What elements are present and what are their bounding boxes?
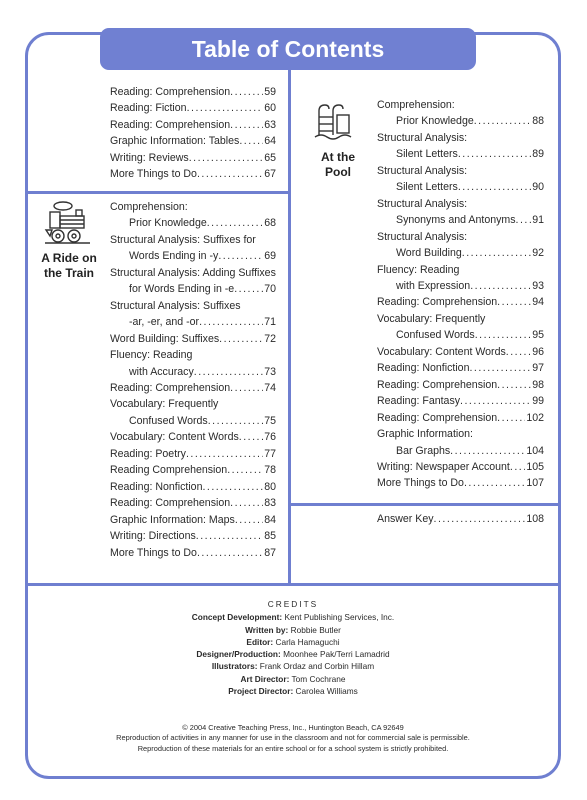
- toc-leader-dots: [234, 281, 263, 297]
- toc-entry: [110, 232, 276, 265]
- toc-entry-line: [110, 199, 276, 215]
- credit-name: Robbie Butler: [290, 624, 341, 635]
- toc-entry-title: Words Ending in -y: [129, 250, 219, 263]
- toc-entry-title: Reading: Fantasy: [377, 395, 461, 408]
- toc-page-number: 105: [526, 460, 544, 473]
- toc-page-number: 69: [264, 250, 276, 263]
- toc-entry-line: [377, 360, 544, 376]
- toc-entry-line: [377, 426, 544, 442]
- toc-entry-line: [110, 364, 276, 380]
- toc-page-number: 64: [264, 135, 276, 148]
- credit-name: Moonhee Pak/Terri Lamadrid: [283, 649, 390, 660]
- toc-page-number: 98: [532, 378, 544, 391]
- toc-page-number: 65: [264, 151, 276, 164]
- toc-page-number: 94: [532, 296, 544, 309]
- toc-entry: [110, 462, 276, 478]
- toc-entry-line: [110, 380, 276, 396]
- toc-leader-dots: [475, 327, 531, 343]
- toc-entry-title: with Accuracy: [129, 365, 194, 378]
- toc-entry-line: [110, 347, 276, 363]
- toc-entry: [110, 265, 276, 298]
- toc-entry-line: [110, 396, 276, 412]
- toc-entry-line: [110, 248, 276, 264]
- toc-entry: [110, 495, 276, 511]
- toc-entry-line: [377, 410, 544, 426]
- toc-entry-line: [377, 146, 544, 162]
- credit-line: [30, 611, 556, 623]
- toc-entry: [377, 360, 544, 376]
- toc-entry: [377, 511, 544, 527]
- toc-page-number: 99: [532, 395, 544, 408]
- toc-page-number: 67: [264, 168, 276, 181]
- toc-leader-dots: [497, 377, 531, 393]
- toc-page-number: 96: [532, 345, 544, 358]
- toc-leader-dots: [458, 179, 531, 195]
- credit-role: Concept Development:: [191, 612, 283, 623]
- toc-entry-line: [377, 294, 544, 310]
- toc-entry: [110, 166, 276, 182]
- toc-leader-dots: [187, 100, 264, 116]
- toc-entry: [377, 130, 544, 163]
- toc-leader-dots: [194, 364, 263, 380]
- toc-leader-dots: [208, 413, 263, 429]
- toc-entry: [110, 429, 276, 445]
- toc-leader-dots: [202, 479, 263, 495]
- toc-page-number: 85: [264, 530, 276, 543]
- toc-entry: [110, 84, 276, 100]
- toc-entry-title: Bar Graphs: [396, 444, 451, 457]
- toc-entry: [377, 196, 544, 229]
- toc-entry-line: [110, 314, 276, 330]
- toc-entry-line: [377, 97, 544, 113]
- section-label-line: At the: [321, 150, 355, 164]
- toc-entry-title: Structural Analysis: Adding Suffixes: [110, 266, 276, 279]
- toc-entry-line: [377, 179, 544, 195]
- toc-leader-dots: [197, 166, 263, 182]
- toc-page-number: 70: [264, 283, 276, 296]
- toc-entry-line: [377, 262, 544, 278]
- credits-heading: CREDITS: [267, 599, 319, 609]
- credit-line: [30, 685, 556, 697]
- toc-leader-dots: [516, 212, 532, 228]
- credit-role: Illustrators:: [211, 661, 258, 672]
- toc-entry-title: Reading: Nonfiction: [110, 480, 203, 493]
- toc-entry-line: [110, 512, 276, 528]
- toc-leader-dots: [450, 443, 525, 459]
- toc-entry-title: Confused Words: [396, 329, 475, 342]
- copyright-line: © 2004 Creative Teaching Press, Inc., Huntington Beach, CA 92649: [182, 723, 404, 732]
- credit-line: [30, 660, 556, 672]
- toc-entry-title: Reading: Comprehension: [110, 118, 231, 131]
- toc-entry-title: Reading Comprehension: [110, 464, 228, 477]
- toc-leader-dots: [230, 84, 263, 100]
- toc-entry-line: [377, 163, 544, 179]
- toc-entry-line: [110, 446, 276, 462]
- toc-entry-title: More Things to Do: [110, 546, 197, 559]
- toc-entry: [110, 446, 276, 462]
- toc-entry-line: [377, 475, 544, 491]
- toc-entry-title: Reading: Comprehension: [110, 86, 231, 98]
- toc-section-answer-key: [377, 511, 544, 527]
- toc-entry-title: Graphic Information: Tables: [110, 135, 240, 148]
- toc-entry-line: [377, 443, 544, 459]
- section-label-line: Pool: [325, 165, 351, 179]
- toc-entry: [110, 150, 276, 166]
- toc-entry: [377, 262, 544, 295]
- toc-leader-dots: [230, 380, 263, 396]
- toc-entry-line: [377, 511, 544, 527]
- toc-page-number: 107: [526, 477, 544, 490]
- toc-entry-title: Prior Knowledge: [396, 115, 474, 128]
- toc-entry-title: Vocabulary: Frequently: [377, 312, 486, 325]
- toc-entry-line: [110, 265, 276, 281]
- copyright-line: Reproduction of activities in any manner for use in the classroom and not for commercial sale is permissible.: [116, 733, 470, 743]
- toc-leader-dots: [196, 528, 263, 544]
- toc-entry-line: [377, 344, 544, 360]
- toc-entry: [377, 426, 544, 459]
- toc-page-number: 83: [264, 497, 276, 510]
- credit-name: Kent Publishing Services, Inc.: [284, 612, 395, 623]
- toc-entry-title: Reading: Comprehension: [110, 381, 231, 394]
- toc-page-number: 89: [532, 148, 544, 161]
- toc-leader-dots: [218, 248, 263, 264]
- credit-name: Frank Ordaz and Corbin Hillam: [259, 661, 375, 672]
- toc-entry-title: Comprehension:: [377, 99, 455, 111]
- toc-leader-dots: [470, 278, 531, 294]
- toc-leader-dots: [239, 133, 263, 149]
- toc-entry: [110, 347, 276, 380]
- toc-entry-title: Structural Analysis:: [377, 131, 468, 144]
- toc-entry: [110, 396, 276, 429]
- toc-entry-title: Graphic Information: Maps: [110, 513, 235, 526]
- toc-entry-line: [110, 215, 276, 231]
- toc-entry-line: [110, 298, 276, 314]
- credits-block: [30, 598, 556, 697]
- toc-leader-dots: [462, 245, 531, 261]
- toc-leader-dots: [230, 117, 263, 133]
- toc-entry-line: [377, 377, 544, 393]
- toc-entry: [377, 475, 544, 491]
- toc-entry-line: [377, 459, 544, 475]
- toc-entry-title: Comprehension:: [110, 201, 188, 213]
- toc-section-pool: [377, 97, 544, 492]
- toc-page-number: 90: [532, 181, 544, 194]
- toc-page-number: 76: [264, 431, 276, 444]
- toc-leader-dots: [458, 146, 531, 162]
- toc-entry-title: Fluency: Reading: [110, 349, 193, 362]
- toc-entry-title: -ar, -er, and -or: [129, 316, 200, 329]
- credit-role: Project Director:: [228, 686, 294, 697]
- credit-role: Written by:: [245, 624, 289, 635]
- toc-leader-dots: [506, 344, 531, 360]
- toc-entry-line: [110, 281, 276, 297]
- toc-entry-title: More Things to Do: [110, 168, 197, 181]
- toc-entry-title: Graphic Information:: [377, 428, 473, 441]
- toc-entry-title: Writing: Newspaper Account: [377, 460, 510, 473]
- toc-entry-title: Silent Letters: [396, 181, 458, 194]
- toc-entry-title: Reading: Poetry: [110, 447, 186, 460]
- toc-entry-line: [110, 413, 276, 429]
- toc-entry: [110, 528, 276, 544]
- section-label-line: the Train: [43, 266, 94, 280]
- toc-entry: [377, 410, 544, 426]
- toc-entry-line: [110, 545, 276, 561]
- toc-entry-title: Structural Analysis:: [377, 164, 468, 177]
- toc-entry: [377, 459, 544, 475]
- toc-entry-title: Fluency: Reading: [377, 263, 460, 276]
- toc-entry-title: Reading: Comprehension: [377, 296, 498, 309]
- toc-leader-dots: [469, 360, 531, 376]
- toc-entry-line: [110, 429, 276, 445]
- toc-entry: [110, 512, 276, 528]
- toc-page-number: 104: [526, 444, 544, 457]
- toc-entry: [110, 100, 276, 116]
- toc-entry-title: Writing: Directions: [110, 530, 196, 543]
- toc-entry: [377, 97, 544, 130]
- toc-entry-title: with Expression: [396, 279, 471, 292]
- toc-entry-title: Reading: Comprehension: [377, 378, 498, 391]
- toc-leader-dots: [197, 545, 263, 561]
- toc-entry-line: [110, 166, 276, 182]
- credit-name: Carla Hamaguchi: [275, 636, 340, 647]
- toc-leader-dots: [235, 512, 263, 528]
- train-icon: [44, 200, 92, 246]
- toc-page-number: 84: [264, 513, 276, 526]
- toc-entry-title: More Things to Do: [377, 477, 464, 490]
- credit-line: [30, 673, 556, 685]
- toc-entry-title: Structural Analysis: Suffixes for: [110, 233, 256, 246]
- toc-page-number: 60: [264, 102, 276, 115]
- toc-page-number: 95: [532, 329, 544, 342]
- toc-entry-title: Prior Knowledge: [129, 217, 207, 230]
- toc-entry-title: Reading: Comprehension: [377, 411, 498, 424]
- toc-entry-line: [110, 528, 276, 544]
- toc-page-number: 80: [264, 480, 276, 493]
- section-divider-right: [290, 503, 558, 506]
- toc-page-number: 78: [264, 464, 276, 477]
- toc-entry-title: Answer Key: [377, 513, 434, 525]
- section-label-line: A Ride on: [41, 251, 97, 265]
- toc-leader-dots: [239, 429, 263, 445]
- toc-entry: [377, 377, 544, 393]
- toc-entry-line: [110, 133, 276, 149]
- toc-entry-title: Vocabulary: Frequently: [110, 398, 219, 411]
- copyright-line: Reproduction of these materials for an entire school or for a school system is strictly prohibited.: [137, 743, 449, 753]
- toc-entry-title: Structural Analysis: Suffixes: [110, 299, 241, 312]
- toc-entry: [110, 133, 276, 149]
- toc-page-number: 59: [264, 86, 276, 98]
- credit-name: Carolea Williams: [295, 686, 358, 697]
- toc-entry-line: [110, 100, 276, 116]
- toc-page-number: 97: [532, 362, 544, 375]
- toc-entry: [377, 294, 544, 310]
- toc-entry-title: Confused Words: [129, 414, 208, 427]
- toc-leader-dots: [219, 331, 263, 347]
- toc-entry: [377, 344, 544, 360]
- toc-entry-title: Structural Analysis:: [377, 230, 468, 243]
- section-label-train: [36, 251, 102, 281]
- toc-entry-line: [377, 327, 544, 343]
- toc-leader-dots: [497, 410, 525, 426]
- toc-entry-title: Reading: Fiction: [110, 102, 187, 115]
- toc-leader-dots: [207, 215, 263, 231]
- toc-page-number: 75: [264, 414, 276, 427]
- toc-page-number: 77: [264, 447, 276, 460]
- toc-page-number: 72: [264, 332, 276, 345]
- toc-entry-title: Vocabulary: Content Words: [110, 431, 239, 444]
- toc-entry-line: [377, 278, 544, 294]
- toc-leader-dots: [186, 446, 263, 462]
- toc-entry-title: Reading: Nonfiction: [377, 362, 470, 375]
- toc-entry-line: [377, 130, 544, 146]
- section-divider-left: [28, 191, 290, 194]
- toc-leader-dots: [474, 113, 531, 129]
- toc-entry-line: [377, 196, 544, 212]
- toc-leader-dots: [230, 495, 263, 511]
- toc-entry-line: [110, 495, 276, 511]
- toc-section-top-left: [110, 84, 276, 183]
- toc-entry: [110, 380, 276, 396]
- toc-page-number: 91: [532, 214, 544, 227]
- credit-role: Art Director:: [240, 673, 290, 684]
- toc-entry-title: for Words Ending in -e: [129, 283, 235, 296]
- credit-role: Editor:: [246, 636, 274, 647]
- toc-entry: [377, 163, 544, 196]
- toc-leader-dots: [227, 462, 263, 478]
- toc-leader-dots: [510, 459, 525, 475]
- toc-entry: [110, 298, 276, 331]
- toc-entry-title: Synonyms and Antonyms: [396, 214, 516, 227]
- toc-entry: [377, 311, 544, 344]
- toc-page-number: 73: [264, 365, 276, 378]
- toc-page-number: 63: [264, 118, 276, 131]
- toc-entry: [110, 545, 276, 561]
- credit-line: [30, 624, 556, 636]
- toc-page-number: 68: [264, 217, 276, 230]
- toc-entry-title: Reading: Comprehension: [110, 497, 231, 510]
- toc-page-number: 92: [532, 247, 544, 260]
- section-label-pool: [310, 150, 366, 180]
- toc-entry: [377, 229, 544, 262]
- toc-page-number: 93: [532, 279, 544, 292]
- toc-page-number: 102: [526, 411, 544, 424]
- credits-divider: [28, 583, 558, 586]
- page-title: Table of Contents: [100, 28, 476, 70]
- toc-section-train: [110, 199, 276, 561]
- toc-entry-title: Structural Analysis:: [377, 197, 468, 210]
- toc-entry: [110, 331, 276, 347]
- toc-entry-line: [377, 311, 544, 327]
- toc-entry: [377, 393, 544, 409]
- toc-leader-dots: [434, 511, 526, 527]
- toc-page-number: 74: [264, 381, 276, 394]
- toc-entry-title: Word Building: [396, 247, 462, 260]
- copyright-block: [30, 723, 556, 754]
- credits-list: [30, 611, 556, 697]
- toc-page-number: 88: [532, 115, 544, 128]
- toc-entry-line: [377, 229, 544, 245]
- credit-line: [30, 636, 556, 648]
- credit-name: Tom Cochrane: [291, 673, 346, 684]
- pool-ladder-icon: [313, 101, 353, 141]
- toc-entry-title: Writing: Reviews: [110, 151, 189, 164]
- toc-entry-title: Word Building: Suffixes: [110, 332, 220, 345]
- toc-entry-title: Silent Letters: [396, 148, 458, 161]
- toc-entry-line: [377, 113, 544, 129]
- toc-entry-title: Vocabulary: Content Words: [377, 345, 506, 358]
- toc-entry-line: [110, 479, 276, 495]
- toc-leader-dots: [497, 294, 531, 310]
- toc-page-number: 87: [264, 546, 276, 559]
- toc-page-number: 71: [264, 316, 276, 329]
- toc-entry: [110, 479, 276, 495]
- credit-role: Designer/Production:: [196, 649, 281, 660]
- toc-entry-line: [110, 84, 276, 100]
- toc-entry-line: [377, 393, 544, 409]
- toc-leader-dots: [460, 393, 531, 409]
- toc-entry-line: [110, 331, 276, 347]
- toc-leader-dots: [464, 475, 525, 491]
- column-divider-left: [288, 70, 291, 584]
- toc-entry-line: [377, 245, 544, 261]
- toc-leader-dots: [199, 314, 263, 330]
- toc-page-number: 108: [526, 513, 544, 525]
- toc-entry-line: [110, 462, 276, 478]
- toc-entry-line: [377, 212, 544, 228]
- toc-leader-dots: [189, 150, 264, 166]
- toc-entry: [110, 199, 276, 232]
- toc-entry: [110, 117, 276, 133]
- toc-entry-line: [110, 232, 276, 248]
- toc-entry-line: [110, 117, 276, 133]
- credit-line: [30, 648, 556, 660]
- toc-entry-line: [110, 150, 276, 166]
